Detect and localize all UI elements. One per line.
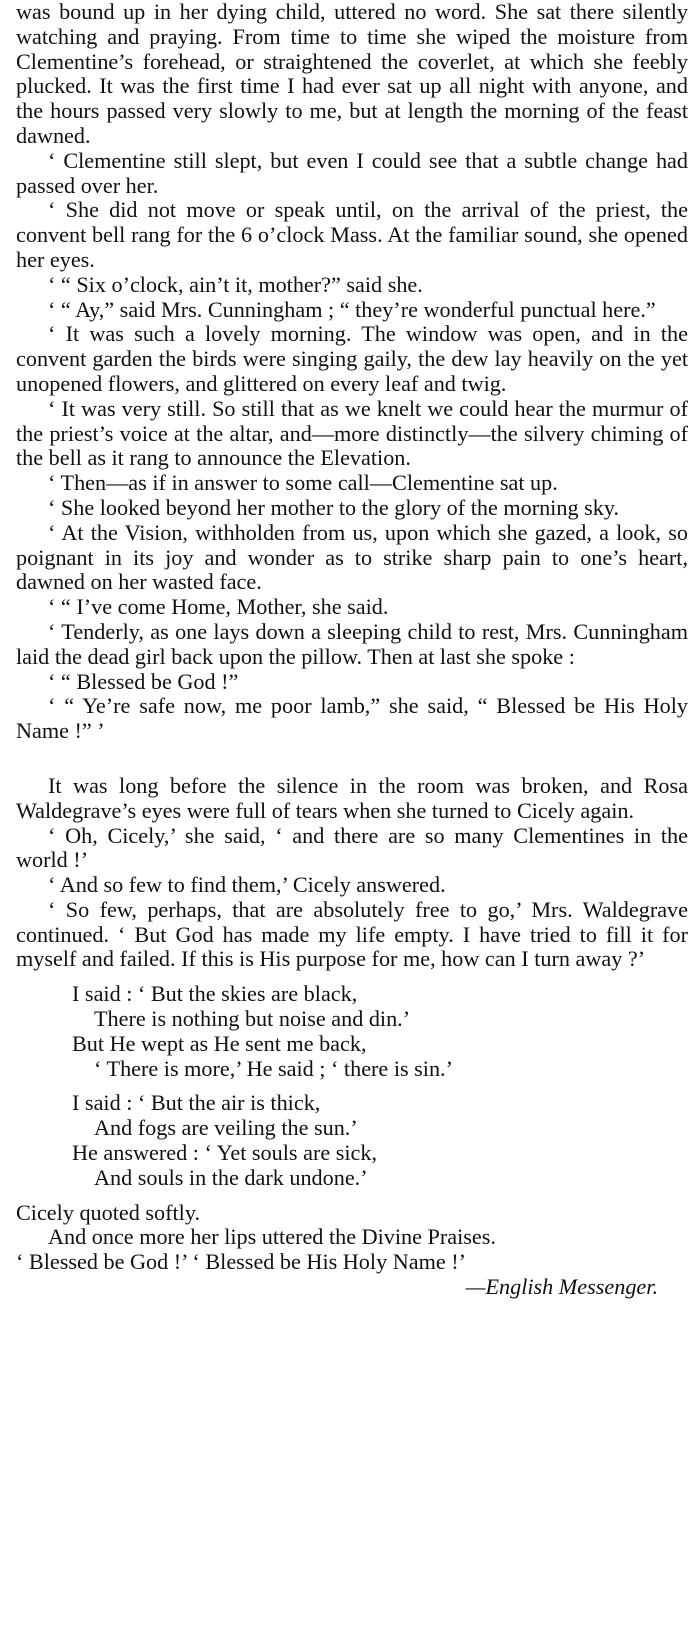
poem [72, 982, 688, 1190]
poem-stanza [72, 982, 688, 1081]
paragraph-very-still: ‘ It was very still. So still that as we knelt we could hear the murmur of the priest’s voice at the altar, and—more distinctly—the silvery chiming of the bell as it rang to announce the Elevation. [16, 395, 688, 471]
paragraph-divine-praises: And once more her lips uttered the Divine Praises. [48, 1224, 496, 1250]
paragraph-come-home: ‘ “ I’ve come Home, Mother, she said. [48, 594, 389, 620]
poem-line: ‘ There is more,’ He said ; ‘ there is sin.’ [94, 1055, 453, 1081]
paragraph-safe-now: ‘ “ Ye’re safe now, me poor lamb,” she said, “ Blessed be His Holy Name !” ’ [16, 693, 688, 744]
paragraph-clementine-slept: ‘ Clementine still slept, but even I could see that a subtle change had passed over her. [16, 147, 688, 198]
poem-line: I said : ‘ But the air is thick, [72, 1090, 321, 1116]
poem-line: There is nothing but noise and din.’ [94, 1006, 411, 1032]
source-attribution: —English Messenger. [465, 1274, 658, 1300]
paragraph-wonderful-punctual: ‘ “ Ay,” said Mrs. Cunningham ; “ they’re wonderful punctual here.” [48, 296, 656, 322]
paragraph-convent-bell: ‘ She did not move or speak until, on the arrival of the priest, the convent bell rang for the 6 o’clock Mass. At the familiar sound, she opened her eyes. [16, 197, 688, 272]
paragraph-quoted-softly: Cicely quoted softly. [16, 1199, 201, 1225]
paragraph-oh-cicely: ‘ Oh, Cicely,’ she said, ‘ and there are so many Clementines in the world !’ [16, 822, 688, 873]
paragraph-so-few: ‘ And so few to find them,’ Cicely answered. [48, 872, 446, 898]
document-page [16, 0, 688, 1300]
paragraph-six-oclock: ‘ “ Six o’clock, ain’t it, mother?” said she. [48, 271, 423, 297]
paragraph-continuation: was bound up in her dying child, uttered no word. She sat there silently watching and praying. From time to time she wiped the moisture from Clementine’s forehead, or straightened the coverlet, at which she feebly plucked. It was the first time I had ever sat up all night with anyone, and the hours passed very slowly to me, but at length the morning of the feast dawned. [16, 0, 688, 148]
paragraph-vision: ‘ At the Vision, withholden from us, upon which she gazed, a look, so poignant in its joy and wonder as to strike sharp pain to one’s heart, dawned on her wasted face. [16, 519, 688, 595]
paragraph-silence-broken: It was long before the silence in the room was broken, and Rosa Waldegrave’s eyes were full of tears when she turned to Cicely again. [16, 772, 688, 823]
poem-stanza [72, 1091, 688, 1190]
poem-line: And souls in the dark undone.’ [94, 1164, 368, 1190]
paragraph-sat-up: ‘ Then—as if in answer to some call—Clementine sat up. [48, 470, 558, 496]
paragraph-blessed-closing: ‘ Blessed be God !’ ‘ Blessed be His Holy Name !’ [16, 1249, 467, 1275]
paragraph-blessed-be-god: ‘ “ Blessed be God !” [48, 668, 239, 694]
paragraph-tenderly: ‘ Tenderly, as one lays down a sleeping child to rest, Mrs. Cunningham laid the dead girl back upon the pillow. Then at last she spoke : [16, 618, 688, 669]
poem-line: He answered : ‘ Yet souls are sick, [72, 1140, 378, 1166]
poem-line: But He wept as He sent me back, [72, 1030, 367, 1056]
poem-line: And fogs are veiling the sun.’ [94, 1115, 358, 1141]
paragraph-free-to-go: ‘ So few, perhaps, that are absolutely free to go,’ Mrs. Waldegrave continued. ‘ But God has made my life empty. I have tried to fill it for myself and failed. If this is His purpose for me, how can I turn away ?’ [16, 896, 688, 972]
paragraph-morning-sky: ‘ She looked beyond her mother to the glory of the morning sky. [48, 494, 620, 520]
poem-line: I said : ‘ But the skies are black, [72, 981, 358, 1007]
paragraph-lovely-morning: ‘ It was such a lovely morning. The window was open, and in the convent garden the birds were singing gaily, the dew lay heavily on the yet unopened flowers, and glittered on every leaf and twig. [16, 321, 688, 396]
